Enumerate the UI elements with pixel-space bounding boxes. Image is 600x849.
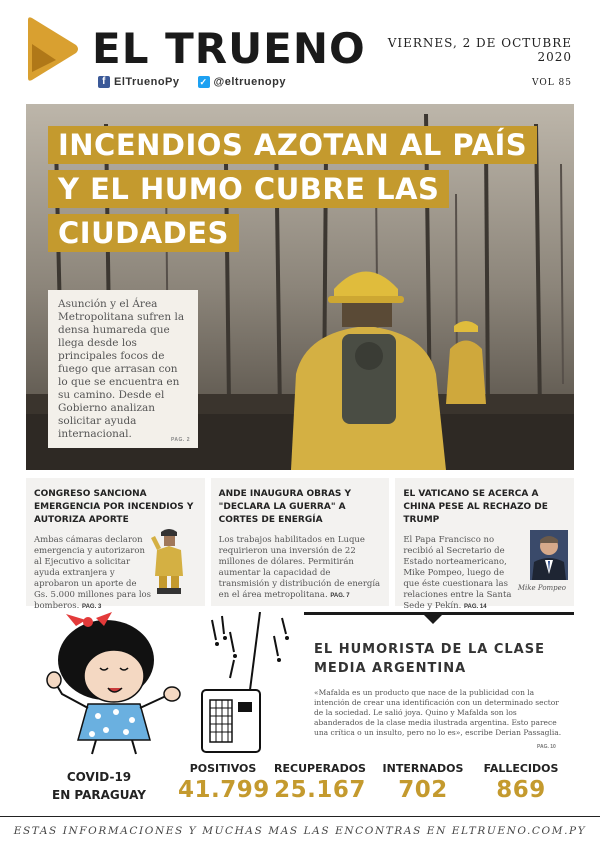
issue-date (388, 36, 572, 64)
date-line-1: VIERNES, 2 DE OCTUBRE (387, 36, 572, 50)
firefighter-photo (151, 526, 197, 596)
play-logo-icon (22, 14, 82, 84)
stat-internados (378, 762, 468, 803)
facebook-handle: ElTruenoPy (114, 76, 180, 88)
stat-label: INTERNADOS (382, 762, 464, 775)
stat-value: 25.167 (274, 777, 366, 803)
stat-label: FALLECIDOS (483, 762, 559, 775)
footer-text[interactable]: ESTAS INFORMACIONES Y MUCHAS MAS LAS ENCONTRAS EN ELTRUENO.COM.PY (13, 825, 587, 837)
story-body: El Papa Francisco no recibió al Secretario de Estado norteamericano, Mike Pompeo, luego de que éste cuestionara las relaciones entre la Santa Sede y Pekín. (403, 535, 512, 611)
feature-title-line-2: MEDIA ARGENTINA (314, 661, 467, 676)
hero-page-ref: PAG. 2 (170, 437, 190, 443)
stat-recuperados (270, 762, 370, 803)
pompeo-caption: Mike Pompeo (517, 584, 567, 592)
covid-label (44, 768, 154, 804)
hero-story[interactable] (26, 104, 574, 470)
story-ande[interactable] (211, 478, 390, 606)
secondary-stories (26, 478, 574, 611)
facebook-link[interactable] (98, 76, 180, 88)
story-text (403, 535, 513, 613)
facebook-icon: f (98, 76, 110, 88)
date-line-2: 2020 (537, 50, 572, 64)
story-body: Ambas cámaras declaron emergencia y autorizaron al Ejecutivo a solicitar ayuda extranjera y aprobaron un aporte de Gs. 5.000 millones para los bomberos. (34, 535, 152, 611)
feature-title[interactable] (314, 640, 545, 678)
stat-value: 702 (398, 777, 448, 803)
lead-text: Asunción y el Área Metropolitana sufren la densa humareda que llega desde los principales focos de fuego que arrasan con lo que se encuentra en su camino. Desde el Gobierno analizan solicitar ayuda internacional. (58, 298, 185, 440)
story-title: EL VATICANO SE ACERCA A CHINA PESE AL RECHAZO DE TRUMP (403, 489, 548, 525)
story-page-ref: PAG. 3 (82, 604, 102, 610)
stat-fallecidos (476, 762, 566, 803)
covid-stats (26, 760, 574, 816)
stat-value: 41.799 (178, 777, 270, 803)
stat-positivos (178, 762, 268, 803)
story-text (34, 535, 152, 613)
mafalda-illustration[interactable] (26, 612, 302, 757)
headline-line-1: INCENDIOS AZOTAN AL PAÍS (48, 126, 537, 164)
stat-value: 869 (496, 777, 546, 803)
story-congreso[interactable] (26, 478, 205, 611)
feature-title-line-1: EL HUMORISTA DE LA CLASE (314, 642, 545, 657)
hero-headline[interactable] (48, 126, 537, 258)
twitter-link[interactable] (198, 76, 286, 88)
covid-label-line-1: COVID-19 (66, 770, 132, 784)
headline-line-3: CIUDADES (48, 214, 239, 252)
story-body: Los trabajos habilitados en Luque requirieron una inversión de 22 millones de dólares. Permitirán aumentar la capacidad de transmisión y distribución de energía en el área metropolitana. (218, 535, 381, 600)
story-title: ANDE INAUGURA OBRAS Y "DECLARA LA GUERRA" A CORTES DE ENERGÍA (218, 489, 352, 525)
lead-box (48, 290, 198, 448)
story-page-ref: PAG. 14 (464, 604, 487, 610)
twitter-handle: @eltruenopy (213, 76, 286, 88)
footer (0, 816, 600, 849)
stat-label: POSITIVOS (189, 762, 257, 775)
feature-text: «Mafalda es un producto que nace de la publicidad con la intención de crear una identificación con un determinado sector de la sociedad. Le salió joya. Quino y Mafalda son los abanderados de la clase media ilustrada argentina. Esto parece una crítica o un insulto, pero no lo es», escribe Derian Passaglia. (314, 688, 562, 737)
story-text (219, 535, 382, 602)
feature-arrow-icon (423, 614, 443, 624)
pompeo-photo (530, 530, 568, 580)
story-page-ref: PAG. 7 (330, 593, 350, 599)
stat-label: RECUPERADOS (274, 762, 366, 775)
covid-label-line-2: EN PARAGUAY (52, 788, 146, 802)
brand-name[interactable]: EL TRUENO (92, 24, 366, 73)
masthead (0, 0, 600, 100)
feature-page-ref: PAG. 10 (537, 744, 556, 750)
headline-line-2: Y EL HUMO CUBRE LAS (48, 170, 449, 208)
story-vaticano[interactable] (395, 478, 574, 611)
volume-number: VOL 85 (531, 78, 572, 88)
story-title: CONGRESO SANCIONA EMERGENCIA POR INCENDIOS Y AUTORIZA APORTE (34, 489, 194, 525)
social-links (98, 76, 286, 88)
twitter-icon: ✓ (199, 77, 208, 87)
